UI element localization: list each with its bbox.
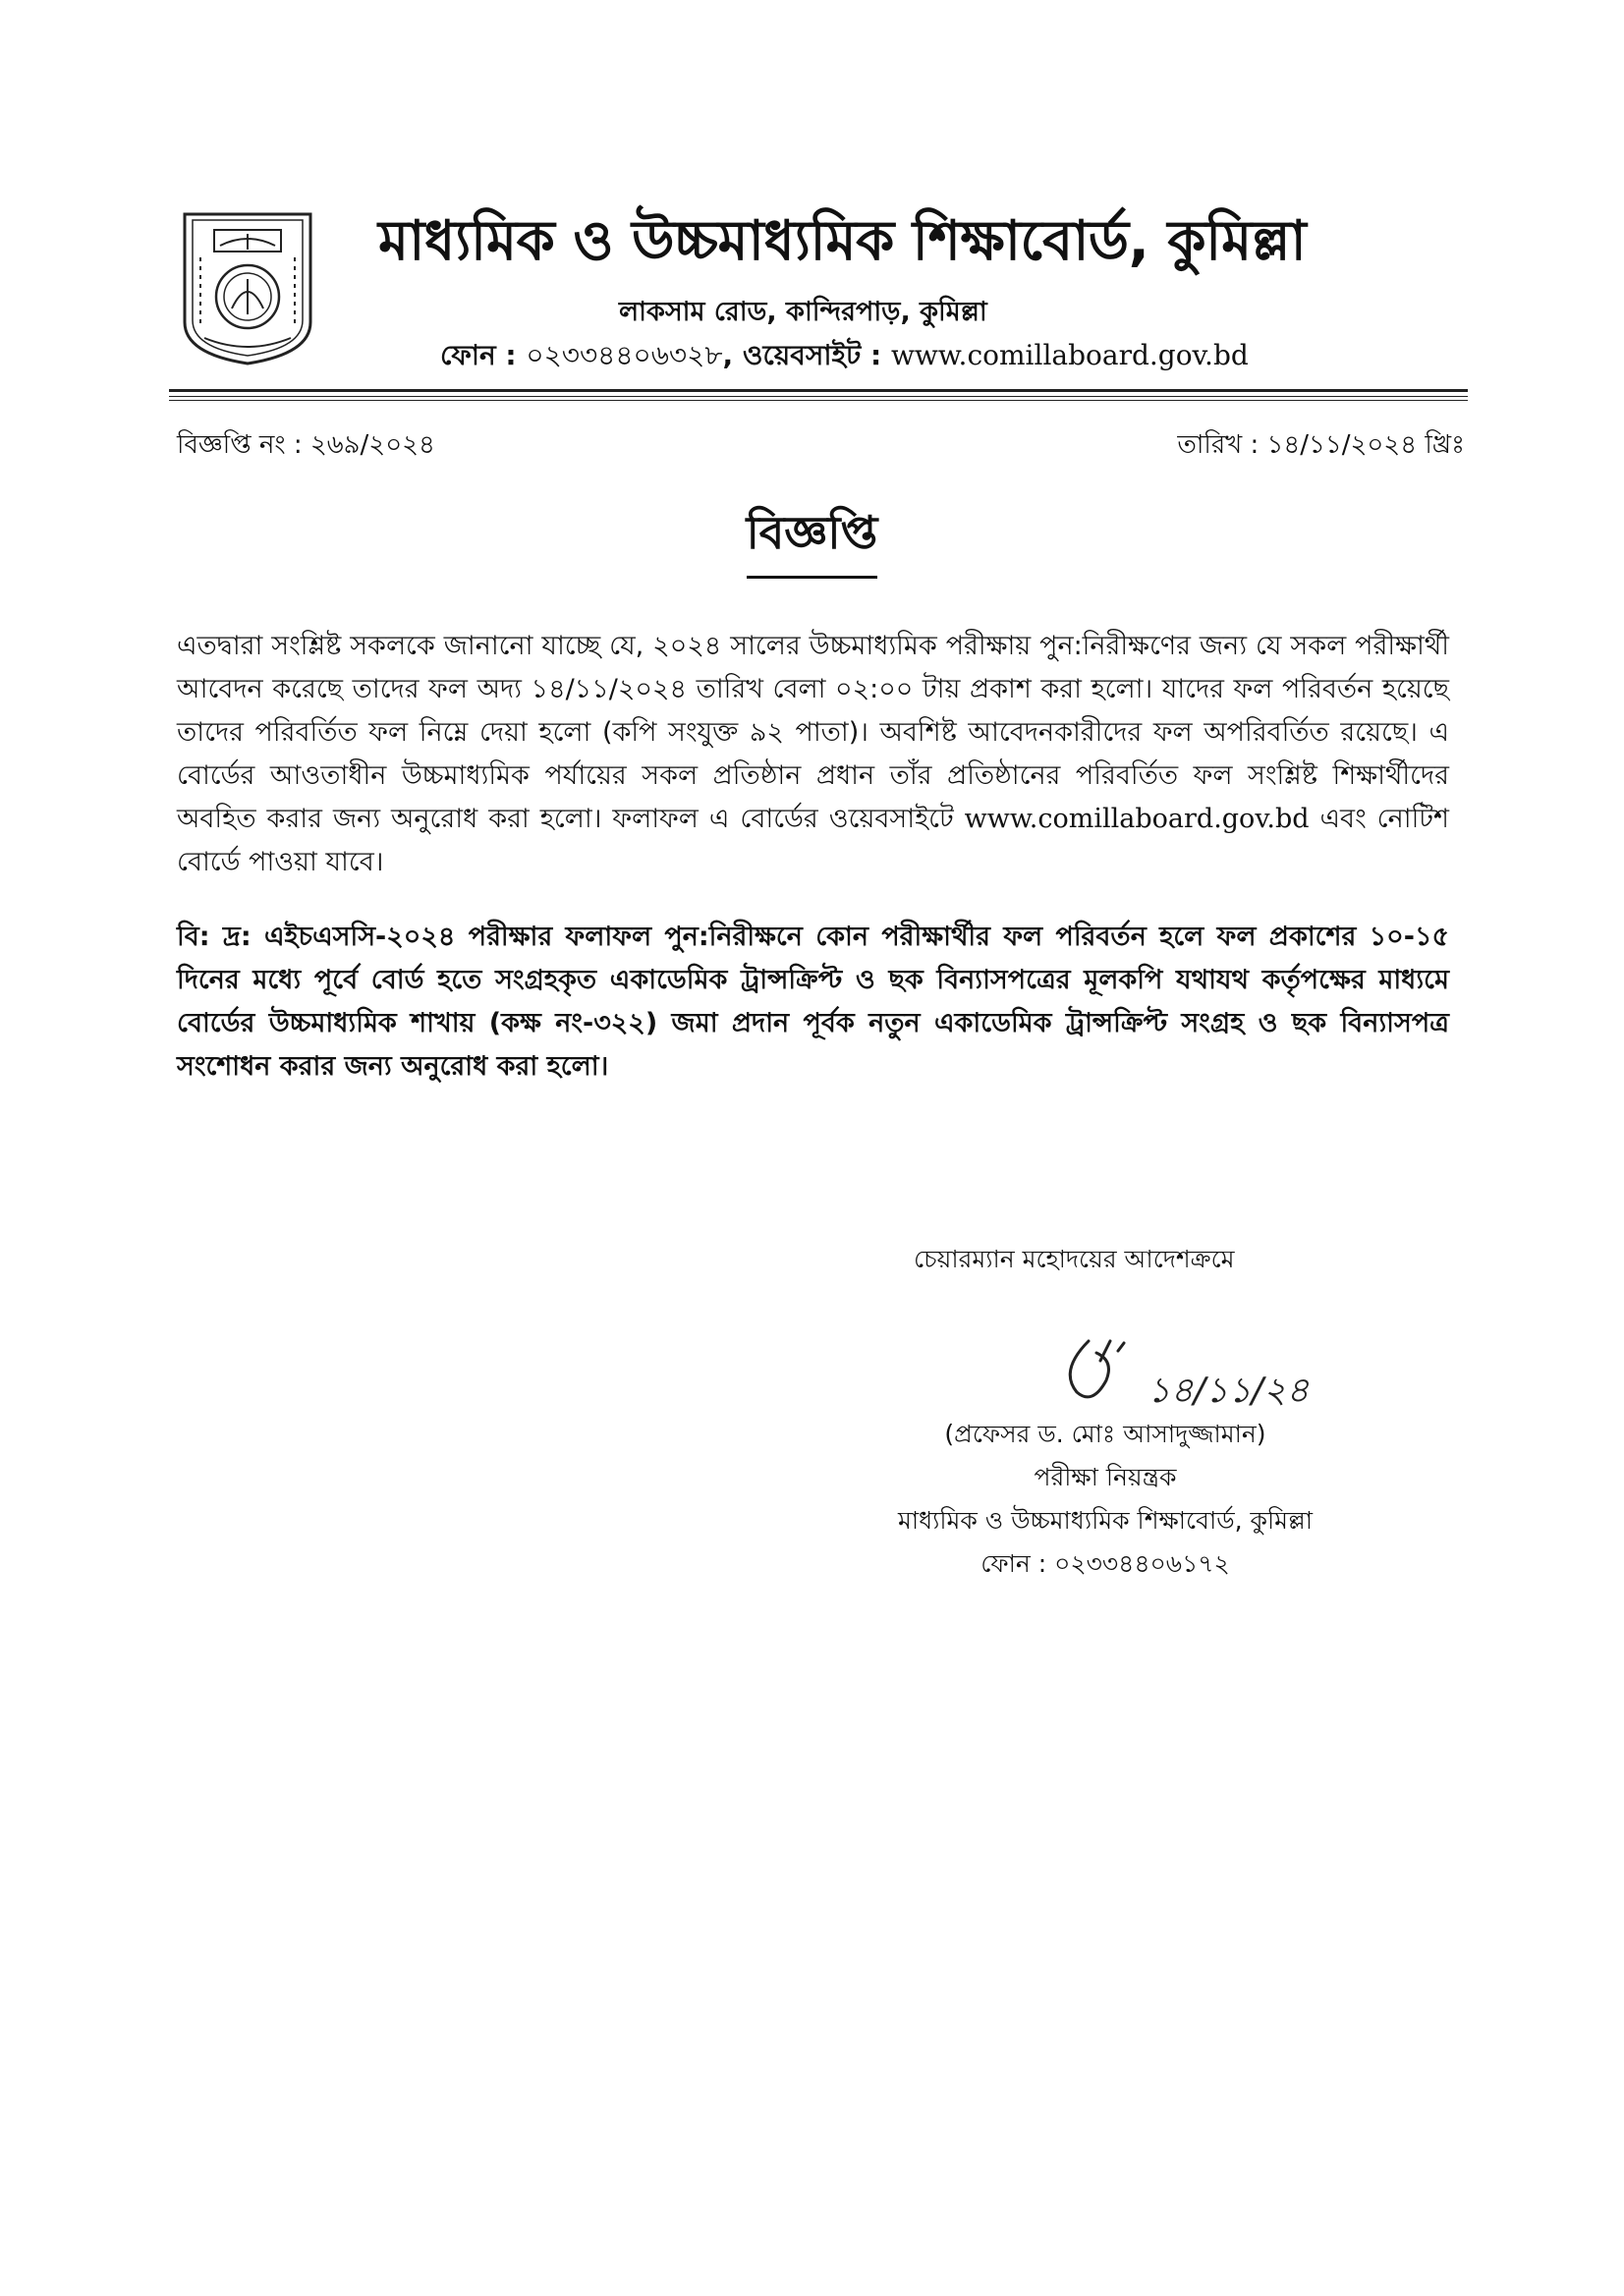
memo-number: বিজ্ঞপ্তি নং : ২৬৯/২০২৪ — [177, 430, 435, 460]
notice-body-text: এতদ্বারা সংশ্লিষ্ট সকলকে জানানো যাচ্ছে যে, ২০২৪ সালের উচ্চমাধ্যমিক পরীক্ষায় পুন:নিরীক্ষণের জন্য যে সকল পরীক্ষার্থী আবেদন করেছে তাদের ফল অদ্য ১৪/১১/২০২৪ তারিখ বেলা ০২:০০ টায় প্রকাশ করা হলো। যাদের ফল পরিবর্তন হয়েছে তাদের পরিবর্তিত ফল নিম্নে দেয়া হলো (কপি সংযুক্ত ৯২ পাতা)। অবশিষ্ট আবেদনকারীদের ফল অপরিবর্তিত রয়েছে। এ বোর্ডের আওতাধীন উচ্চমাধ্যমিক পর্যায়ের সকল প্রতিষ্ঠান প্রধান তাঁর প্রতিষ্ঠানের পরিবর্তিত ফল সংশ্লিষ্ট শিক্ষার্থীদের অবহিত করার জন্য অনুরোধ করা হলো। ফলাফল এ বোর্ডের ওয়েবসাইটে — [177, 631, 1449, 834]
header-divider — [169, 396, 1468, 397]
memo-date: তারিখ : ১৪/১১/২০২৪ খ্রিঃ — [1177, 430, 1465, 460]
header-divider — [169, 400, 1468, 401]
header-divider — [169, 389, 1468, 392]
signatory-phone: ফোন : ০২৩৩৪৪০৬১৭২ — [980, 1549, 1230, 1578]
notice-body — [177, 625, 1449, 884]
signatory-designation: পরীক্ষা নিয়ন্ত্রক — [1034, 1463, 1177, 1491]
notice-note: বি: দ্র: এইচএসসি-২০২৪ পরীক্ষার ফলাফল পুন:নিরীক্ষনে কোন পরীক্ষার্থীর ফল পরিবর্তন হলে ফল প্রকাশের ১০-১৫ দিনের মধ্যে পূর্বে বোর্ড হতে সংগ্রহকৃত একাডেমিক ট্রান্সক্রিপ্ট ও ছক বিন্যাসপত্রের মূলকপি যথাযথ কর্তৃপক্ষের মাধ্যমে বোর্ডের উচ্চমাধ্যমিক শাখায় (কক্ষ নং-৩২২) জমা প্রদান পূর্বক নতুন একাডেমিক ট্রান্সক্রিপ্ট সংগ্রহ ও ছক বিন্যাসপত্র সংশোধন করার জন্য অনুরোধ করা হলো। — [177, 922, 1449, 1082]
signatory-organization: মাধ্যমিক ও উচ্চমাধ্যমিক শিক্ষাবোর্ড, কুমিল্লা — [897, 1506, 1314, 1535]
notice-body-text-end: এবং নোটিশ বোর্ডে পাওয়া যাবে। — [177, 804, 1449, 877]
board-name: মাধ্যমিক ও উচ্চমাধ্যমিক শিক্ষাবোর্ড, কুমিল্লা — [378, 209, 1307, 273]
notice-website-link[interactable]: www.comillaboard.gov.bd — [964, 804, 1310, 834]
phone-number: ০২৩৩৪৪০৬৩২৮ — [526, 339, 723, 371]
chairman-order: চেয়ারম্যান মহোদয়ের আদেশক্রমে — [914, 1245, 1235, 1273]
website-link[interactable]: www.comillaboard.gov.bd — [890, 339, 1249, 371]
board-contact — [440, 334, 1249, 380]
notice-title — [0, 499, 1624, 579]
phone-label: ফোন : — [440, 339, 527, 371]
board-logo — [175, 206, 320, 367]
signatory-block — [840, 1413, 1371, 1586]
signature-date: ১৪/১১/২৪ — [1148, 1371, 1310, 1411]
signatory-name: (প্রফেসর ড. মোঃ আসাদুজ্জামান) — [944, 1420, 1266, 1448]
website-label: , ওয়েবসাইট : — [722, 339, 891, 371]
notice-title-text: বিজ্ঞপ্তি — [747, 499, 878, 579]
signature-scribble — [1049, 1331, 1148, 1410]
board-address: লাকসাম রোড, কান্দিরপাড়, কুমিল্লা — [619, 297, 987, 327]
